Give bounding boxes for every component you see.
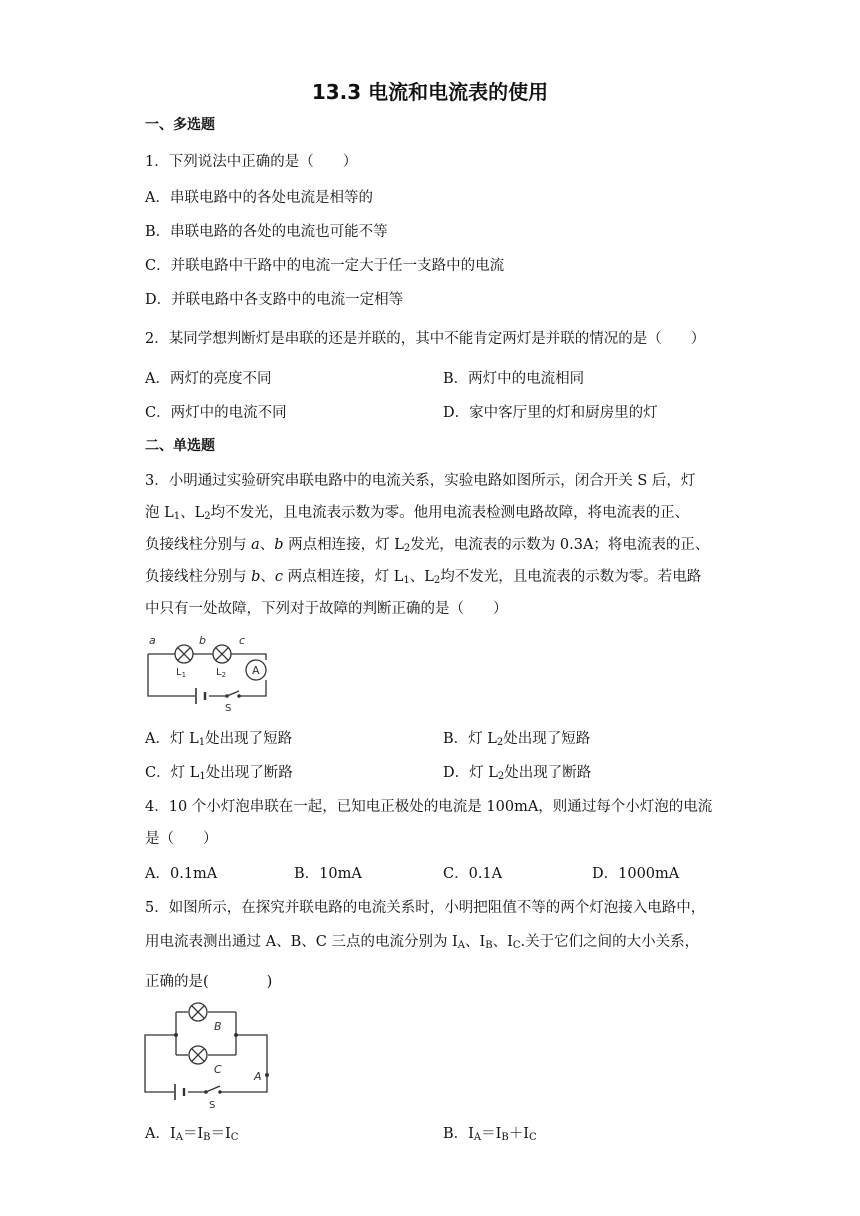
q5-sub: C	[230, 1132, 239, 1143]
q3-text: 、L	[180, 505, 205, 521]
q3-sub: 2	[433, 575, 441, 586]
q3-sub: 2	[496, 737, 504, 748]
q3-option-text: 处出现了断路	[504, 765, 592, 781]
q5-sub: A	[457, 940, 466, 951]
q3-option-text: 处出现了断路	[205, 765, 293, 781]
q5-option-text: A．I	[145, 1126, 176, 1142]
q3-text: 均不发光，且电流表的示数为零。若电路	[440, 569, 702, 585]
q3-option-d[interactable]	[443, 761, 591, 782]
q3-text: 、	[259, 537, 275, 553]
q4-option-a[interactable]: A．0.1mA	[145, 866, 218, 882]
series-circuit-diagram	[143, 632, 271, 714]
q5-sub: A	[175, 1132, 183, 1143]
q3-sub: 1	[199, 771, 206, 782]
q5-sub: B	[485, 940, 493, 951]
q2-option-b[interactable]: B．两灯中的电流相同	[443, 371, 585, 387]
q3-text: 均不发光，且电流表示数为零。他用电流表检测电路故障，将电流表的正、	[210, 505, 690, 521]
point-label-c: c	[239, 634, 246, 647]
q3-text: 发光，电流表的示数为 0.3A；将电流表的正、	[410, 537, 710, 553]
q4-option-c[interactable]: C．0.1A	[443, 866, 503, 882]
question-3-line-1: 3．小明通过实验研究串联电路中的电流关系，实验电路如图所示，闭合开关 S 后，灯	[145, 473, 696, 489]
q3-option-text: A．灯 L	[145, 731, 199, 747]
switch-icon	[227, 691, 239, 696]
q5-option-a[interactable]	[145, 1122, 238, 1143]
q1-option-d[interactable]: D．并联电路中各支路中的电流一定相等	[145, 292, 404, 308]
q3-option-text: 处出现了短路	[503, 731, 591, 747]
q3-option-c[interactable]	[145, 761, 293, 782]
q3-option-text: C．灯 L	[145, 765, 200, 781]
q3-sub: 1	[403, 575, 410, 586]
q5-sub: B	[501, 1132, 509, 1143]
wire	[220, 1035, 267, 1092]
point-label-b: b	[199, 634, 206, 647]
q5-sub: C	[512, 940, 521, 951]
question-2-stem: 2．某同学想判断灯是串联的还是并联的，其中不能肯定两灯是并联的情况的是（ ）	[145, 331, 706, 347]
q1-option-c[interactable]: C．并联电路中干路中的电流一定大于任一支路中的电流	[145, 258, 505, 274]
question-3-line-2	[145, 501, 689, 522]
section-heading-single: 二、单选题	[145, 438, 215, 454]
switch-label: S	[209, 1100, 216, 1110]
wire	[148, 654, 195, 696]
q1-option-b[interactable]: B．串联电路的各处的电流也可能不等	[145, 224, 388, 240]
q5-option-b[interactable]	[443, 1122, 537, 1143]
point-label-c: C	[214, 1063, 222, 1076]
parallel-circuit-diagram	[140, 1002, 275, 1110]
question-4-line-1: 4．10 个小灯泡串联在一起，已知电正极处的电流是 100mA，则通过每个小灯泡的电流	[145, 799, 713, 815]
q3-text: 负接线柱分别与	[145, 569, 252, 585]
q3-text: 两点相连接，灯 L	[283, 537, 404, 553]
q5-text: 、I	[492, 934, 513, 950]
q5-option-text: ＋I	[508, 1126, 529, 1142]
lamp-l1-label: $L_1$	[176, 667, 187, 679]
q3-option-b[interactable]	[443, 727, 590, 748]
q4-option-b[interactable]: B．10mA	[294, 866, 362, 882]
q3-text: 、	[260, 569, 275, 585]
wire	[239, 680, 266, 696]
q4-option-d[interactable]: D．1000mA	[592, 866, 680, 882]
q3-text: 、L	[409, 569, 434, 585]
q1-option-a[interactable]: A．串联电路中的各处电流是相等的	[145, 190, 373, 206]
point-label-b: B	[214, 1020, 222, 1033]
point-label-a: A	[254, 1070, 262, 1083]
question-3-line-4	[145, 565, 701, 586]
q3-text: 负接线柱分别与	[145, 537, 252, 553]
q5-sub: C	[528, 1132, 537, 1143]
q5-option-text: ＝I	[182, 1126, 204, 1142]
q3-var-b: b	[251, 569, 261, 585]
section-heading-multi: 一、多选题	[145, 117, 215, 133]
ammeter-label: A	[252, 664, 260, 677]
q3-sub: 2	[497, 771, 505, 782]
q5-option-text: B．I	[443, 1126, 474, 1142]
question-5-line-2	[145, 930, 699, 951]
question-5-line-1: 5．如图所示，在探究并联电路的电流关系时，小明把阻值不等的两个灯泡接入电路中，	[145, 900, 706, 916]
q3-sub: 2	[403, 543, 411, 554]
q5-text: 用电流表测出通过 A、B、C 三点的电流分别为 I	[145, 934, 458, 950]
switch-label: S	[225, 703, 232, 714]
q3-sub: 1	[173, 511, 181, 522]
question-5-line-3: 正确的是( )	[145, 974, 273, 990]
q3-var-a: a	[251, 537, 260, 553]
wire	[145, 1035, 176, 1092]
q3-text: 两点相连接，灯 L	[283, 569, 404, 585]
q3-option-text: B．灯 L	[443, 731, 497, 747]
q5-option-text: ＝I	[210, 1126, 231, 1142]
question-4-line-2: 是（ ）	[145, 831, 218, 847]
q3-text: 泡 L	[145, 505, 174, 521]
q2-option-a[interactable]: A．两灯的亮度不同	[145, 371, 272, 387]
q5-text: .关于它们之间的大小关系，	[520, 934, 700, 950]
q5-text: 、I	[465, 934, 486, 950]
wire	[231, 654, 266, 660]
q3-option-text: 处出现了短路	[205, 731, 293, 747]
question-3-line-5: 中只有一处故障，下列对于故障的判断正确的是（ ）	[145, 601, 508, 617]
question-3-line-3	[145, 533, 709, 554]
q3-var-c: c	[274, 569, 284, 585]
page-title: 13.3 电流和电流表的使用	[311, 80, 549, 104]
q2-option-c[interactable]: C．两灯中的电流不同	[145, 405, 287, 421]
q3-option-text: D．灯 L	[443, 765, 498, 781]
q5-option-text: ＝I	[481, 1126, 502, 1142]
switch-icon	[206, 1086, 220, 1092]
q3-sub: 2	[204, 511, 211, 522]
q3-sub: 1	[198, 737, 206, 748]
lamp-l2-label: $L_2$	[216, 667, 227, 679]
q5-sub: B	[203, 1132, 211, 1143]
q3-option-a[interactable]	[145, 727, 292, 748]
point-label-a: a	[149, 634, 156, 647]
q5-sub: A	[473, 1132, 482, 1143]
q3-var-b: b	[274, 537, 284, 553]
question-1-stem: 1．下列说法中正确的是（ ）	[145, 154, 358, 170]
q2-option-d[interactable]: D．家中客厅里的灯和厨房里的灯	[443, 405, 658, 421]
